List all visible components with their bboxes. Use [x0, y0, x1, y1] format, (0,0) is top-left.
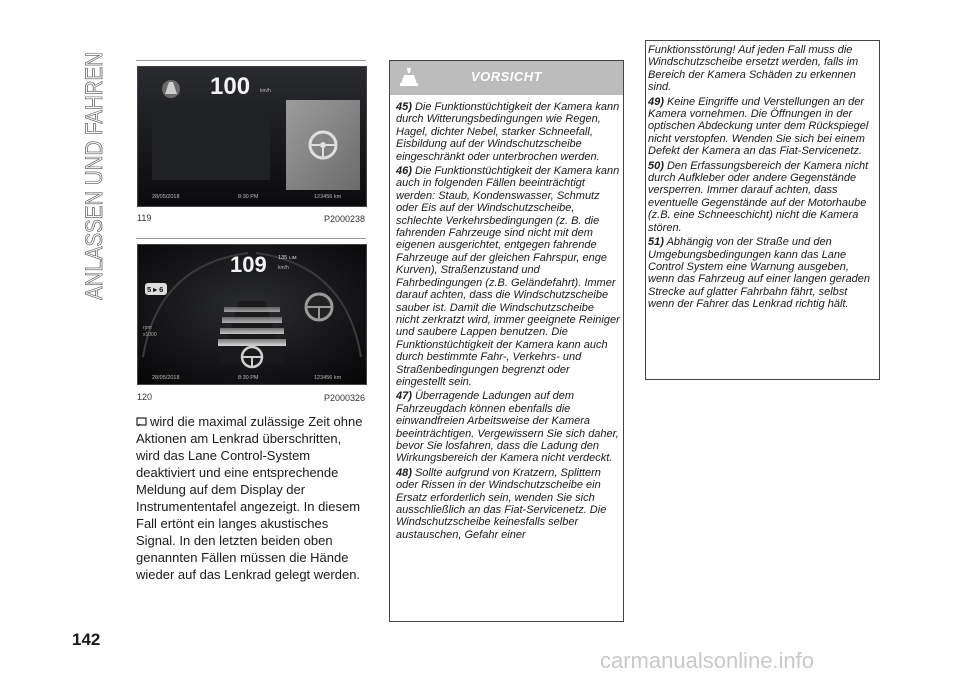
figure-119-dashboard [137, 66, 367, 207]
lane-assist-icon [162, 80, 180, 98]
figure-top-rule [136, 238, 366, 239]
odometer-readout: 123456 km [314, 194, 342, 200]
warning-box-header [390, 61, 623, 95]
rpm-label: rpm [143, 325, 152, 331]
warning-box-content [396, 101, 620, 543]
gear-text: 5 ▸ 6 [147, 285, 164, 294]
time-readout: 8:30 PM [238, 194, 259, 200]
speed-readout: 100 [210, 73, 251, 100]
warning-item-number: 51) [648, 236, 664, 249]
warning-item-number: 49) [648, 95, 664, 108]
warning-item [396, 165, 620, 388]
warning-item-text: Sollte aufgrund von Kratzern, Splittern oder Rissen in der Windschutzscheibe ein Ersatz erforderlich sein, wenden Sie sich ausschließlich an das Fiat-Servicenetz. Die Windschutzscheibe keinesfalls selber austauschen, Gefahr einer [396, 466, 607, 541]
speed-readout: 109 [230, 252, 267, 277]
warning-item-number: 45) [396, 101, 412, 113]
speed-limit: 135 [278, 255, 288, 261]
speed-limit-unit: LIM [289, 255, 297, 260]
time-readout: 8:30 PM [238, 375, 259, 381]
speed-unit: km/h [260, 88, 271, 94]
figure-120-dashboard [137, 244, 367, 385]
lane-road-graphic [218, 301, 286, 363]
figure-top-rule [136, 60, 366, 61]
warning-item-text: Den Erfassungsbereich der Kamera nicht durch Aufkleber oder andere Gegenstände versperren. Immer darauf achten, dass eventuelle Gegenstände auf der Motorhaube (z.B. eine Schneeschicht) nicht die Kamera stören. [648, 159, 869, 234]
warning-item-text: Keine Eingriffe und Verstellungen an der Kamera vornehmen. Die Öffnungen in der optischen Abdeckung unter dem Rückspiegel nicht verstopfen. Wenden Sie sich bei einem Defekt der Kamera an das Fiat-Servicenetz. [648, 95, 869, 158]
steering-wheel-icon [306, 294, 332, 320]
warning-item [648, 160, 876, 234]
figure-119-number: 119 [137, 213, 152, 223]
date-readout: 28/05/2018 [152, 194, 180, 200]
warning-item [396, 467, 620, 541]
figure-120-number: 120 [137, 392, 153, 402]
warning-item-text: Abhängig von der Straße und den Umgebungsbedingungen kann das Lane Control System eine Warnung ausgeben, wenn das Fahrzeug auf einer langen geraden Strecke auf glatter Fahrbahn fährt, selbst wenn der Fahrer das Lenkrad richtig hält. [648, 236, 870, 311]
body-paragraph [136, 413, 366, 583]
speed-unit: km/h [278, 265, 289, 271]
body-paragraph-text: wird die maximal zulässige Zeit ohne Aktionen am Lenkrad überschritten, wird das Lane Control-System deaktiviert und eine entsprechende Meldung auf dem Display der Instrumententafel angezeigt. In diesem Fall ertönt ein langes akustisches Signal. In den letzten beiden oben genannten Fällen müssen die Hände wieder auf das Lenkrad gelegt werden. [136, 414, 363, 582]
section-side-title-text: ANLASSEN UND FAHREN [81, 50, 108, 300]
warning-item [396, 101, 620, 163]
warning-item-number: 47) [396, 390, 412, 403]
warning-item-text: Die Funktionstüchtigkeit der Kamera kann durch Witterungsbedingungen wie Regen, Hagel, dichter Nebel, starker Schneefall, Eisbildung auf der Windschutzscheibe eingeschränkt oder unterbrochen werden. [396, 101, 620, 163]
warning-item-text: Die Funktionstüchtigkeit der Kamera kann auch in folgenden Fällen beeinträchtigt werden: Staub, Kondenswasser, Schmutz oder Eis auf der Windschutzscheibe, schlechte Verkehrsbedingungen (z. B. die fahrenden Fahrzeuge sind nicht mit dem eigenen ausgerichtet, entgegen fahrende Fahrzeuge auf der gleichen Fahrspur, enge Kurven), Straßenzustand und Fahrbedingungen (z.B. Geländefahrt). Immer darauf achten, dass die Windschutzscheibe sauber ist. Damit die Windschutzscheibe nicht zerkratzt wird, immer geeignete Reiniger und saubere Lappen benutzen. Die Funktionstüchtigkeit der Kamera kann auch durch bestimmte Fahr-, Verkehrs- und Straßenbedingungen begrenzt oder eingestellt sein. [396, 165, 620, 388]
warning-signal-icon [136, 417, 147, 427]
section-side-title [58, 50, 118, 300]
figure-119-code: P2000238 [323, 214, 365, 224]
warning-item [648, 236, 876, 310]
warning-box [389, 60, 624, 622]
warning-item [396, 390, 620, 464]
warning-box-continued-content [648, 44, 876, 313]
figure-120-code: P2000326 [323, 393, 365, 403]
watermark: carmanualsonline.info [600, 648, 815, 673]
warning-box-title: VORSICHT [470, 69, 543, 84]
warning-item-number: 46) [396, 165, 412, 178]
date-readout: 28/05/2018 [152, 375, 180, 381]
odometer-readout: 123456 km [314, 375, 342, 381]
warning-item [648, 96, 876, 158]
warning-lead-text: Funktionsstörung! Auf jeden Fall muss die Windschutzscheibe ersetzt werden, falls im Bereich der Kamera Schäden zu erkennen sind. [648, 44, 859, 94]
page-number: 142 [72, 630, 101, 649]
warning-item-number: 48) [396, 466, 412, 479]
rpm-scale: x1000 [143, 332, 157, 338]
warning-item-text: Überragende Ladungen auf dem Fahrzeugdach können ebenfalls die einwandfreien Arbeitsweise der Kamera beeinträchtigen. Vergewissern Sie sich daher, bevor Sie losfahren, dass die Ladung den Wirkungsbereich der Kamera nicht verdeckt. [396, 390, 619, 465]
warning-item-number: 50) [648, 159, 664, 172]
